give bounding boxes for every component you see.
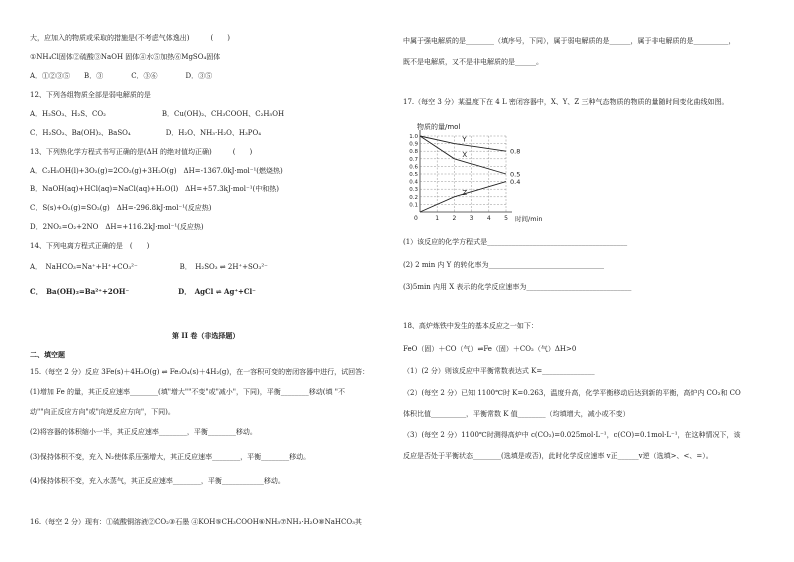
q18-line-2: FeO（固）＋CO（气）⇌Fe（固）＋CO₂（气）ΔH>0: [403, 345, 577, 353]
q17-part-3: (3)5min 内用 X 表示的化学反应速率为______________________________: [403, 283, 632, 291]
x-tick-label: 2: [452, 215, 457, 222]
x-axis-label: 时间/min: [515, 215, 543, 222]
right-line-2: 既不是电解质，又不是非电解质的是______。: [403, 58, 543, 66]
series-label-z: Z: [462, 188, 468, 197]
y-tick-label: 0.8: [409, 149, 418, 156]
left-line-4: 12、下列各组物质全部是弱电解质的是: [30, 91, 151, 99]
section-subtitle: 二、填空题: [30, 350, 65, 359]
left-line-14: C． Ba(OH)₂=Ba²⁺+2OH⁻ D． AgCl ⇌ Ag⁺+Cl⁻: [30, 287, 256, 296]
q18-line-6: （3）(每空 2 分）1100℃时测得高炉中 c(CO₂)=0.025mol·L⁻¹，c(CO)=0.1mol·L⁻¹，在这种情况下，该: [403, 431, 741, 439]
y-axis-label: 物质的量/mol: [417, 123, 461, 131]
q15-line-1: 15.（每空 2 分）反应 3Fe(s)＋4H₂O(g) ⇌ Fe₃O₄(s)＋4H₂(g)，在一容积可变的密闭容器中进行，试回答：: [30, 368, 370, 376]
x-tick-label: 1: [435, 215, 440, 222]
q17-part-1: (1）该反应的化学方程式是________________________________________: [403, 238, 628, 246]
right-line-1: 中属于强电解质的是________（填序号，下同），属于弱电解质的是______，属于非电解质的是__________，: [403, 37, 736, 45]
y-tick-label: 0.9: [409, 141, 418, 148]
series-end-label-z: 0.4: [510, 178, 521, 187]
q17-intro: 17.（每空 3 分）某温度下在 4 L 密闭容器中，X、Y、Z 三种气态物质的物质的量随时间变化曲线如图。: [403, 98, 729, 106]
x-tick-label: 3: [469, 215, 474, 222]
q18-line-4: （2）(每空 2 分）已知 1100℃时 K=0.263，温度升高，化学平衡移动后达到新的平衡，高炉内 CO₂和 CO: [403, 389, 741, 397]
origin-label: 0: [414, 215, 418, 222]
q18-line-1: 18、高炉炼铁中发生的基本反应之一如下：: [403, 322, 538, 330]
y-tick-label: 0.5: [409, 172, 418, 178]
left-line-11: D．2NO₂=O₂+2NO ΔH=+116.2kJ·mol⁻¹(反应热): [30, 223, 204, 231]
y-tick-label: 1.0: [409, 134, 418, 140]
q16-line: 16.（每空 2 分）现有：①硫酸铜溶液②CO₂③石墨 ④KOH⑤CH₃COOH⑥NH₃⑦NH₃·H₂O⑧NaHCO₃其: [30, 518, 362, 526]
left-line-5: A．H₂SO₃、H₂S、CO₂ B．Cu(OH)₂、CH₃COOH、C₂H₅OH: [30, 110, 285, 118]
y-tick-label: 0.4: [409, 179, 418, 186]
series-label-y: Y: [462, 135, 467, 144]
x-tick-label: 4: [486, 215, 491, 222]
y-tick-label: 0.7: [409, 156, 418, 163]
q15-line-6: (4)保持体积不变，充入水蒸气，其正反应速率________，平衡____________移动。: [30, 477, 285, 485]
left-line-13: A． NaHCO₃=Na⁺+H⁺+CO₃²⁻ B． H₂SO₃ ⇌ 2H⁺+SO₃²⁻: [30, 263, 268, 271]
left-line-8: A．C₂H₅OH(l)+3O₂(g)=2CO₂(g)+3H₂O(g) ΔH=-1367.0kJ·mol⁻¹(燃烧热): [30, 167, 283, 175]
series-label-x: X: [462, 150, 468, 159]
q15-line-3: 动""向正反应方向"或"向逆反应方向"，下同)。: [30, 408, 175, 416]
y-tick-label: 0.1: [409, 202, 418, 209]
left-line-1: 大，应加入的物质或采取的措施是(不考虑气体逸出) ( ): [30, 34, 230, 42]
y-tick-label: 0.6: [409, 164, 418, 171]
q18-line-5: 体积比值__________，平衡常数 K 值________（均填增大，减小或不变）: [403, 410, 630, 418]
y-tick-label: 0.3: [409, 187, 418, 194]
left-line-2: ①NH₄Cl固体②硫酸③NaOH 固体④水⑤加热⑥MgSO₄固体: [30, 53, 221, 61]
left-line-10: C．S(s)+O₂(g)=SO₂(g) ΔH=-296.8kJ·mol⁻¹(反应热): [30, 204, 212, 212]
section-title: 第 II 卷（非选择题）: [172, 331, 240, 340]
left-line-7: 13、下列热化学方程式书写正确的是(ΔH 的绝对值均正确) ( ): [30, 148, 253, 156]
x-tick-label: 5: [504, 215, 508, 222]
left-line-9: B．NaOH(aq)+HCl(aq)=NaCl(aq)+H₂O(l) ΔH=+57.3kJ·mol⁻¹(中和热): [30, 185, 279, 193]
y-tick-label: 0.2: [409, 194, 418, 201]
left-line-3: A．①②③⑤ B．③ C．③⑥ D．③⑤: [30, 72, 213, 80]
left-line-12: 14、下列电离方程式正确的是 ( ): [30, 242, 150, 250]
q17-part-2: (2) 2 min 内 Y 的转化率为_________________________________: [403, 261, 605, 269]
q15-line-5: (3)保持体积不变，充入 N₂使体系压强增大，其正反应速率________，平衡________移动。: [30, 453, 311, 461]
q15-line-2: (1)增加 Fe 的量，其正反应速率________(填"增大""不变"或"减小"，下同)，平衡________移动(填 "不: [30, 388, 345, 396]
q18-line-7: 反应是否处于平衡状态________(选填是或否)，此时化学反应速率 v正______v逆（选填>、<、=）。: [403, 452, 713, 460]
left-line-6: C．H₂SO₃、Ba(OH)₂、BaSO₄ D．H₂O、NH₃·H₂O、H₃PO₄: [30, 129, 262, 137]
series-end-label-x: 0.5: [510, 170, 521, 179]
moles-time-chart: [398, 122, 548, 222]
q15-line-4: (2)将容器的体积缩小一半，其正反应速率________，平衡________移动。: [30, 428, 257, 436]
series-end-label-y: 0.8: [510, 147, 521, 156]
q18-line-3: （1）(2 分）则该反应中平衡常数表达式 K=_______________: [403, 367, 595, 375]
